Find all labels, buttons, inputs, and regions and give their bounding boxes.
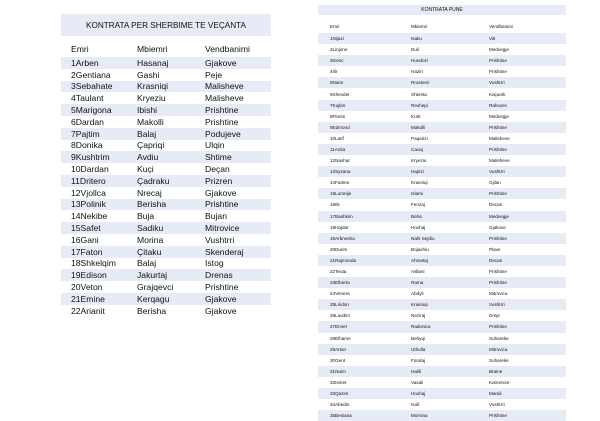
cell-first-name: 21Rajmonda	[318, 255, 411, 266]
cell-last-name: Shkreta	[411, 91, 427, 97]
cell-last-name: Neziraj	[411, 313, 426, 319]
cell-residence: Suhareke	[489, 335, 509, 341]
cell-first-name: 18Hajdar	[330, 224, 349, 230]
cell-residence: Vushtrri	[489, 77, 566, 88]
cell-first-name: 8Donika	[71, 140, 103, 151]
cell-first-name: 12Naxhat	[330, 158, 350, 164]
table-row	[318, 44, 566, 55]
table-row	[318, 155, 566, 166]
cell-last-name: Mornina	[411, 410, 489, 421]
cell-first-name: 30Gent	[330, 357, 346, 363]
cell-residence: Prishtine	[489, 69, 507, 75]
table-row	[318, 211, 566, 222]
table-title: KONTRATA PER SHERBIME TE VEÇANTA	[61, 14, 271, 36]
table-row	[61, 234, 271, 246]
table-row	[318, 177, 566, 188]
header-last-name: Mbiemri	[411, 23, 428, 29]
table-row	[318, 233, 566, 244]
cell-first-name: 11Anita	[318, 144, 411, 155]
cell-first-name: 5Marigona	[61, 104, 137, 116]
cell-residence: Gjilan	[489, 180, 501, 186]
cell-residence: Istog	[205, 258, 224, 269]
cell-first-name: 3Genc	[318, 55, 411, 66]
cell-residence: Prishtine	[205, 116, 239, 127]
cell-residence: Gjakove	[205, 293, 271, 305]
header-row	[318, 15, 566, 33]
header-first-name: Emri	[71, 44, 89, 54]
cell-last-name: Krasniqi	[137, 81, 205, 93]
cell-first-name: 3Sebahate	[61, 81, 137, 93]
cell-last-name: Cacaj	[411, 144, 489, 155]
table-title: KONTRATA PUNE	[318, 5, 566, 15]
cell-first-name: 2Gentiana	[71, 69, 111, 80]
table-row	[318, 66, 566, 77]
table-row	[318, 199, 566, 210]
cell-first-name: 1Arben	[61, 57, 137, 69]
cell-first-name: 17Faton	[61, 246, 137, 258]
cell-first-name: 35Besiana	[318, 410, 411, 421]
cell-first-name: 13Syzana	[318, 166, 411, 177]
cell-last-name: Berisha	[137, 199, 205, 211]
cell-last-name: Jakurtaj	[137, 269, 205, 281]
cell-residence: Mitrovica	[489, 344, 566, 355]
table-row	[318, 377, 566, 388]
table-row	[61, 222, 271, 234]
cell-last-name: Nahi Sejdiu	[411, 233, 489, 244]
cell-residence: Prishtine	[205, 199, 271, 211]
table-row	[61, 151, 271, 163]
cell-first-name: 14Nekibe	[71, 211, 108, 222]
cell-residence: Gjakove	[489, 224, 506, 230]
table-row	[318, 55, 566, 66]
table-row	[318, 88, 566, 99]
cell-last-name: Hoxhaj	[411, 224, 426, 230]
cell-first-name: 6Xhevdet	[330, 91, 350, 97]
table-row	[318, 133, 566, 144]
table-row	[61, 246, 271, 258]
cell-last-name: Haziri	[411, 69, 423, 75]
cell-residence: Gjakove	[205, 187, 237, 198]
cell-last-name: Fondaj	[411, 357, 426, 363]
table-row	[61, 140, 271, 152]
cell-last-name: Isaku	[411, 33, 489, 44]
table-row	[61, 258, 271, 270]
cell-first-name: 21Emine	[61, 293, 137, 305]
cell-residence: Suhareke	[489, 357, 509, 363]
cell-last-name: Buja	[137, 211, 155, 222]
cell-first-name: 4Ilir	[330, 69, 338, 75]
cell-residence: Peje	[205, 69, 223, 80]
cell-first-name: 20Veton	[71, 282, 103, 293]
cell-residence: Malisheve	[489, 135, 510, 141]
table-row	[318, 144, 566, 155]
cell-last-name: Isufi	[411, 402, 420, 408]
cell-first-name: 15Safet	[61, 222, 137, 234]
table-title-row	[61, 14, 271, 36]
table-row	[318, 299, 566, 310]
cell-residence: Viti	[489, 33, 566, 44]
cell-residence: Vushtrri	[489, 299, 566, 310]
cell-residence: Bujan	[205, 211, 227, 222]
cell-last-name: Behyqi	[411, 335, 426, 341]
cell-residence: Prishtine	[489, 144, 566, 155]
cell-last-name: Çadraku	[137, 175, 205, 187]
cell-residence: Plave	[489, 246, 501, 252]
cell-residence: Prishtine	[489, 188, 566, 199]
cell-first-name: 27Enver	[318, 321, 411, 332]
table-row	[61, 269, 271, 281]
cell-residence: Ulqin	[205, 140, 225, 151]
cell-last-name: Asllani	[411, 269, 425, 275]
cell-first-name: 2Linjone	[330, 47, 348, 53]
cell-residence: Prishtine	[489, 321, 566, 332]
table-row	[318, 355, 566, 366]
cell-first-name: 1Nijazi	[318, 33, 411, 44]
cell-residence: Dreje	[489, 313, 500, 319]
cell-last-name: Çapriqi	[137, 140, 165, 151]
table-row	[318, 33, 566, 44]
cell-residence: Malisheve	[489, 158, 510, 164]
cell-last-name: Balaj	[137, 128, 205, 140]
cell-first-name: 10Dardan	[71, 164, 109, 175]
cell-residence: Rahovec	[489, 100, 566, 111]
table-row	[61, 92, 271, 104]
table-row	[318, 366, 566, 377]
cell-residence: Prishtine	[489, 269, 507, 275]
cell-last-name: Rama	[411, 277, 489, 288]
cell-last-name: Hoxhaj	[411, 388, 489, 399]
cell-residence: Medvegje	[489, 113, 509, 119]
cell-residence: Malisheve	[205, 93, 244, 104]
cell-residence: Vushtrri	[489, 402, 505, 408]
cell-first-name: 7Kujtim	[318, 100, 411, 111]
cell-first-name: 26Lavdim	[330, 313, 350, 319]
table-row	[318, 122, 566, 133]
cell-last-name: Hasanaj	[137, 57, 205, 69]
table-row	[318, 166, 566, 177]
table-row	[61, 175, 271, 187]
cell-first-name: 20Durim	[330, 246, 348, 252]
table-row	[61, 305, 271, 317]
cell-first-name: 11Dritero	[61, 175, 137, 187]
cell-residence: Mitrovice	[205, 222, 271, 234]
table-row	[318, 388, 566, 399]
cell-first-name: 22Arianit	[71, 305, 105, 316]
table-row	[318, 288, 566, 299]
cell-residence: Medvegje	[489, 47, 509, 53]
cell-last-name: Nrecaj	[137, 187, 162, 198]
cell-last-name: Makolli	[411, 122, 489, 133]
table-row	[318, 321, 566, 332]
table-row	[318, 399, 566, 410]
cell-residence: Drenas	[205, 269, 271, 281]
cell-first-name: 4Taulant	[71, 93, 104, 104]
cell-first-name: 18Shkelqim	[71, 258, 116, 269]
cell-residence: Prishtine	[489, 233, 566, 244]
cell-last-name: Çitaku	[137, 246, 205, 258]
cell-last-name: Krasniqi	[411, 299, 489, 310]
table-row	[61, 199, 271, 211]
cell-last-name: Paqarizi	[411, 135, 428, 141]
cell-last-name: Balaj	[137, 258, 157, 269]
cell-last-name: Uthulla	[411, 344, 489, 355]
table-row	[61, 57, 271, 69]
cell-last-name: Bojaxhiu	[411, 246, 429, 252]
special-services-contracts-table	[61, 14, 271, 317]
cell-last-name: Ibishi	[137, 104, 205, 116]
cell-residence: Mitrovica	[489, 291, 508, 297]
table-row	[61, 293, 271, 305]
cell-last-name: Kryeziu	[137, 93, 166, 104]
header-residence: Vendbanimi	[489, 23, 514, 29]
cell-first-name: 22Teuta	[330, 269, 347, 275]
cell-last-name: Avdiu	[137, 151, 205, 163]
cell-residence: Vushtrri	[205, 234, 235, 245]
cell-residence: Prishtine	[205, 282, 239, 293]
cell-residence: Prishtine	[489, 55, 566, 66]
cell-first-name: 16Ilir	[330, 202, 340, 208]
cell-first-name: 8Florim	[330, 113, 346, 119]
cell-first-name: 10Latif	[330, 135, 344, 141]
cell-residence: Malisheve	[205, 81, 271, 93]
cell-first-name: 28Elhame	[330, 335, 351, 341]
cell-residence: Prizren	[205, 175, 271, 187]
cell-residence: Prishtine	[489, 277, 566, 288]
table-row	[61, 104, 271, 116]
cell-last-name: Vasali	[411, 379, 424, 385]
cell-first-name: 31Naim	[318, 366, 411, 377]
cell-residence: Decan	[489, 202, 503, 208]
cell-last-name: Beha	[411, 211, 489, 222]
cell-residence: Kamenice	[489, 379, 510, 385]
cell-last-name: Makolli	[137, 116, 164, 127]
cell-last-name: Morina	[137, 234, 164, 245]
cell-last-name: Rexhepi	[411, 100, 489, 111]
cell-first-name: 34Abedin	[330, 402, 350, 408]
cell-last-name: Islami	[411, 188, 489, 199]
cell-last-name: Fenzaj	[411, 202, 425, 208]
cell-first-name: 7Pajtim	[61, 128, 137, 140]
table-row	[318, 410, 566, 421]
cell-last-name: Rrustemi	[411, 77, 489, 88]
cell-residence: Vushtrri	[489, 166, 566, 177]
table-row	[318, 255, 566, 266]
cell-last-name: Kerqagu	[137, 293, 205, 305]
cell-first-name: 9Kushtrim	[61, 151, 137, 163]
table-row	[318, 100, 566, 111]
cell-residence: Deçan	[205, 164, 230, 175]
cell-first-name: 15Lumnije	[318, 188, 411, 199]
cell-last-name: Kuçi	[137, 164, 154, 175]
cell-last-name: Sadiku	[137, 222, 205, 234]
cell-residence: Gjakove	[205, 305, 237, 316]
cell-residence: Gjakove	[205, 57, 271, 69]
cell-residence: Prishtine	[489, 122, 566, 133]
cell-last-name: Ahmetaj	[411, 255, 489, 266]
cell-first-name: 14Fatime	[330, 180, 350, 186]
table-row	[61, 116, 271, 128]
cell-last-name: Grajqevci	[137, 282, 174, 293]
cell-last-name: Duli	[411, 47, 419, 53]
table-row	[61, 163, 271, 175]
cell-last-name: Halili	[411, 366, 489, 377]
table-title-row	[318, 5, 566, 15]
table-row	[61, 128, 271, 140]
header-residence: Vendbanimi	[205, 44, 250, 54]
cell-residence: Kaçanik	[489, 91, 506, 97]
cell-first-name: 9Edmond	[318, 122, 411, 133]
cell-first-name: 32Ismet	[330, 379, 347, 385]
cell-first-name: 25Liridon	[318, 299, 411, 310]
header-row	[61, 36, 271, 57]
cell-first-name: 6Dardan	[71, 116, 104, 127]
header-last-name: Mbiemri	[137, 44, 168, 54]
header-first-name: Emri	[330, 23, 340, 29]
table-row	[318, 188, 566, 199]
cell-last-name: Kurti	[411, 113, 421, 119]
table-row	[61, 81, 271, 93]
table-row	[318, 111, 566, 122]
cell-residence: Podujeve	[205, 128, 271, 140]
cell-residence: Braine	[489, 366, 566, 377]
cell-first-name: 19Edison	[61, 269, 137, 281]
cell-residence: Medvegje	[489, 211, 566, 222]
table-row	[318, 77, 566, 88]
cell-last-name: Berisha	[137, 305, 167, 316]
cell-residence: Skenderaj	[205, 246, 271, 258]
table-row	[318, 344, 566, 355]
cell-first-name: 12Vjollca	[71, 187, 106, 198]
cell-first-name: 16Gani	[71, 234, 99, 245]
table-row	[318, 333, 566, 344]
cell-first-name: 23Elberta	[318, 277, 411, 288]
cell-first-name: 29Artan	[318, 344, 411, 355]
cell-last-name: Hundozi	[411, 55, 489, 66]
table-row	[61, 69, 271, 81]
table-row	[61, 281, 271, 293]
cell-last-name: Gashi	[137, 69, 160, 80]
cell-last-name: Abdyli	[411, 291, 424, 297]
cell-residence: Marali	[489, 388, 566, 399]
table-row	[318, 310, 566, 321]
cell-residence: Shtime	[205, 151, 271, 163]
cell-last-name: Radonica	[411, 321, 489, 332]
cell-residence: Decan	[489, 255, 566, 266]
cell-first-name: 5Naim	[318, 77, 411, 88]
cell-first-name: 17Bashkim	[318, 211, 411, 222]
cell-last-name: Kryeziu	[411, 158, 427, 164]
cell-residence: Prishtine	[205, 104, 271, 116]
cell-last-name: Hajrizi	[411, 166, 489, 177]
cell-first-name: 19Arbnesha	[318, 233, 411, 244]
cell-first-name: 13Polinik	[61, 199, 137, 211]
cell-first-name: 24Venera	[330, 291, 350, 297]
table-row	[318, 277, 566, 288]
table-row	[61, 210, 271, 222]
work-contracts-table	[318, 5, 566, 421]
cell-first-name: 33Qazim	[318, 388, 411, 399]
table-row	[318, 244, 566, 255]
table-row	[318, 222, 566, 233]
table-row	[318, 266, 566, 277]
cell-residence: Prishtine	[489, 410, 566, 421]
cell-last-name: Krasniqi	[411, 180, 428, 186]
table-row	[61, 187, 271, 199]
